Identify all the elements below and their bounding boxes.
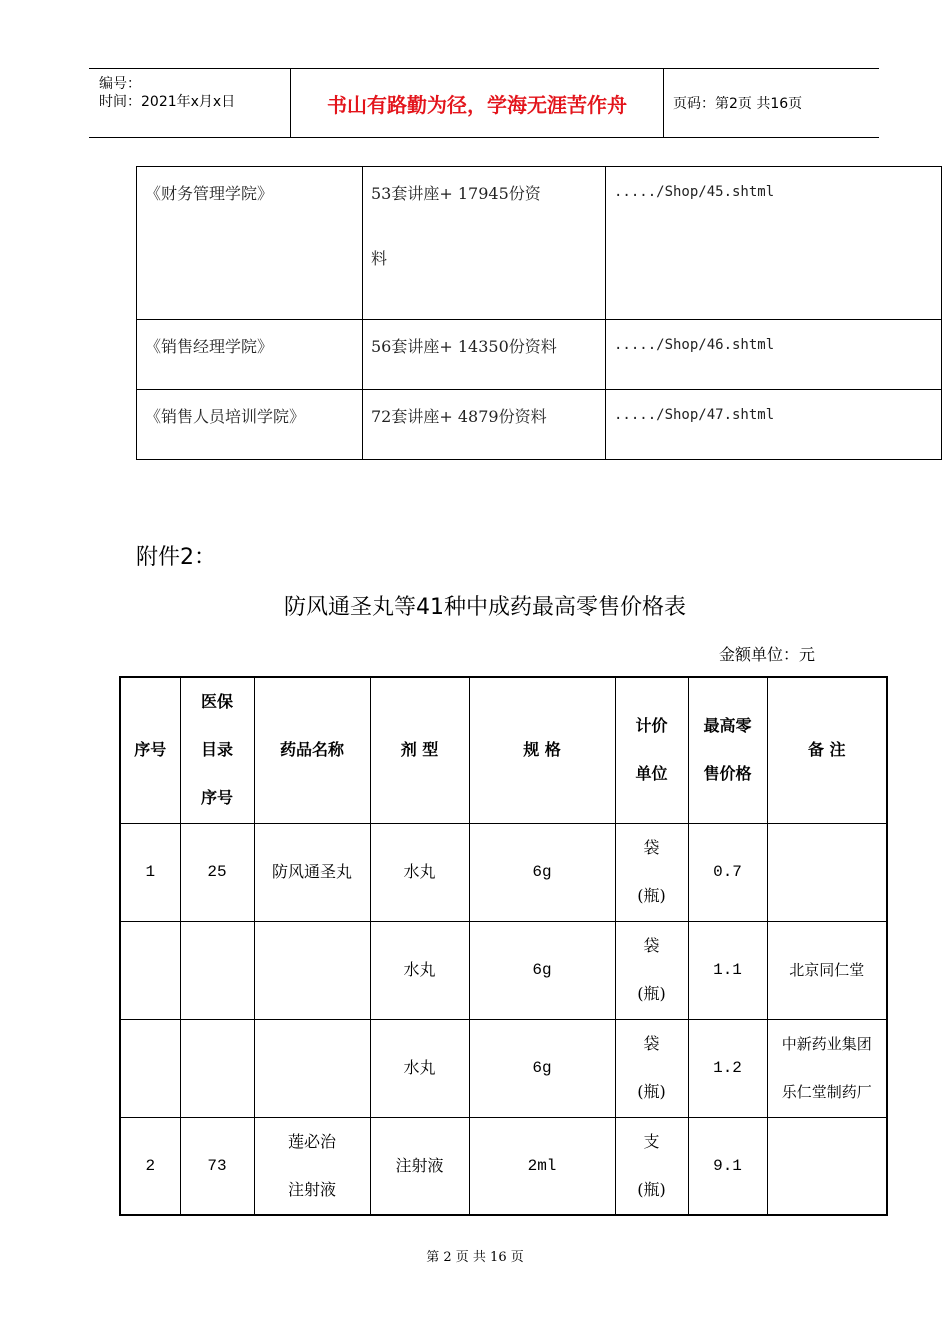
col-catalog-line: 序号: [200, 788, 233, 808]
cell-note-line: 乐仁堂制药厂: [781, 1083, 872, 1101]
cell-unit: [615, 1117, 688, 1215]
school-name: 《销售经理学院》: [137, 320, 363, 390]
cell-catalog: [180, 1019, 254, 1117]
table-row: [137, 167, 942, 320]
cell-unit: [615, 921, 688, 1019]
cell-name-line: 莲必治: [287, 1131, 336, 1151]
col-unit-line: 单位: [635, 764, 668, 784]
cell-unit-line: (瓶): [637, 1082, 666, 1101]
page-header: [89, 68, 879, 138]
number-label: 编号：: [99, 76, 141, 92]
col-price-line: 售价格: [703, 764, 752, 784]
col-note: 备 注: [767, 677, 887, 823]
cell-unit-line: (瓶): [637, 886, 666, 905]
col-seq: 序号: [120, 677, 180, 823]
cell-name: 防风通圣丸: [254, 823, 370, 921]
cell-note: 北京同仁堂: [767, 921, 887, 1019]
cell-seq: [120, 921, 180, 1019]
school-name: 《销售人员培训学院》: [137, 390, 363, 460]
attachment-label: 附件2：: [136, 545, 216, 570]
cell-spec: 6g: [469, 921, 615, 1019]
cell-unit-line: 袋: [643, 1034, 660, 1053]
cell-unit-line: 支: [643, 1131, 660, 1151]
school-content: [363, 167, 606, 320]
table-row: [137, 390, 942, 460]
cell-spec: 6g: [469, 1019, 615, 1117]
school-link[interactable]: ...../Shop/46.shtml: [606, 320, 942, 390]
cell-name: [254, 1117, 370, 1215]
cell-price: 0.7: [688, 823, 767, 921]
col-catalog-line: 医保: [200, 692, 233, 712]
cell-unit-line: 袋: [643, 838, 660, 857]
cell-catalog: [180, 921, 254, 1019]
col-price-line: 最高零: [703, 716, 752, 736]
cell-unit: [615, 823, 688, 921]
cell-form: 水丸: [370, 921, 469, 1019]
cell-seq: 2: [120, 1117, 180, 1215]
table-row: [137, 320, 942, 390]
school-content: 56套讲座+ 14350份资料: [363, 320, 606, 390]
price-table: [119, 676, 888, 1216]
col-unit: [615, 677, 688, 823]
cell-spec: 6g: [469, 823, 615, 921]
cell-price: 1.1: [688, 921, 767, 1019]
col-form: 剂 型: [370, 677, 469, 823]
school-link[interactable]: ...../Shop/45.shtml: [606, 167, 942, 320]
cell-seq: 1: [120, 823, 180, 921]
cell-name: [254, 921, 370, 1019]
cell-spec: 2ml: [469, 1117, 615, 1215]
table-row: [120, 1117, 887, 1215]
col-price: [688, 677, 767, 823]
school-content-cont: 料: [371, 249, 388, 268]
school-table: [136, 166, 942, 460]
header-page-label: 页码：第2页 共16页: [673, 96, 803, 112]
col-spec: 规 格: [469, 677, 615, 823]
price-table-title: 防风通圣丸等41种中成药最高零售价格表: [284, 595, 686, 620]
table-row: [120, 1019, 887, 1117]
cell-form: 注射液: [370, 1117, 469, 1215]
cell-name-line: 注射液: [287, 1179, 336, 1199]
cell-note: [767, 1019, 887, 1117]
page-footer: 第 2 页 共 16 页: [426, 1250, 524, 1265]
cell-unit: [615, 1019, 688, 1117]
cell-price: 9.1: [688, 1117, 767, 1215]
cell-note-line: 中新药业集团: [781, 1035, 872, 1053]
cell-unit-line: 袋: [643, 936, 660, 955]
table-header-row: [120, 677, 887, 823]
cell-price: 1.2: [688, 1019, 767, 1117]
school-content: 72套讲座+ 4879份资料: [363, 390, 606, 460]
cell-name: [254, 1019, 370, 1117]
header-motto: 书山有路勤为径，学海无涯苦作舟: [290, 69, 664, 137]
table-row: [120, 921, 887, 1019]
time-label: 时间：2021年x月x日: [99, 94, 236, 110]
cell-catalog: 25: [180, 823, 254, 921]
cell-catalog: 73: [180, 1117, 254, 1215]
cell-note: [767, 1117, 887, 1215]
cell-form: 水丸: [370, 1019, 469, 1117]
col-unit-line: 计价: [635, 716, 668, 736]
school-name: 《财务管理学院》: [137, 167, 363, 320]
cell-form: 水丸: [370, 823, 469, 921]
col-catalog: [180, 677, 254, 823]
cell-unit-line: (瓶): [637, 984, 666, 1003]
cell-note: [767, 823, 887, 921]
col-catalog-line: 目录: [200, 740, 233, 760]
school-link[interactable]: ...../Shop/47.shtml: [606, 390, 942, 460]
table-row: [120, 823, 887, 921]
cell-seq: [120, 1019, 180, 1117]
col-name: 药品名称: [254, 677, 370, 823]
school-content-line: 53套讲座+ 17945份资: [371, 184, 541, 203]
cell-unit-line: (瓶): [637, 1179, 666, 1199]
currency-unit: 金额单位：元: [719, 645, 816, 664]
header-meta: [89, 69, 289, 137]
